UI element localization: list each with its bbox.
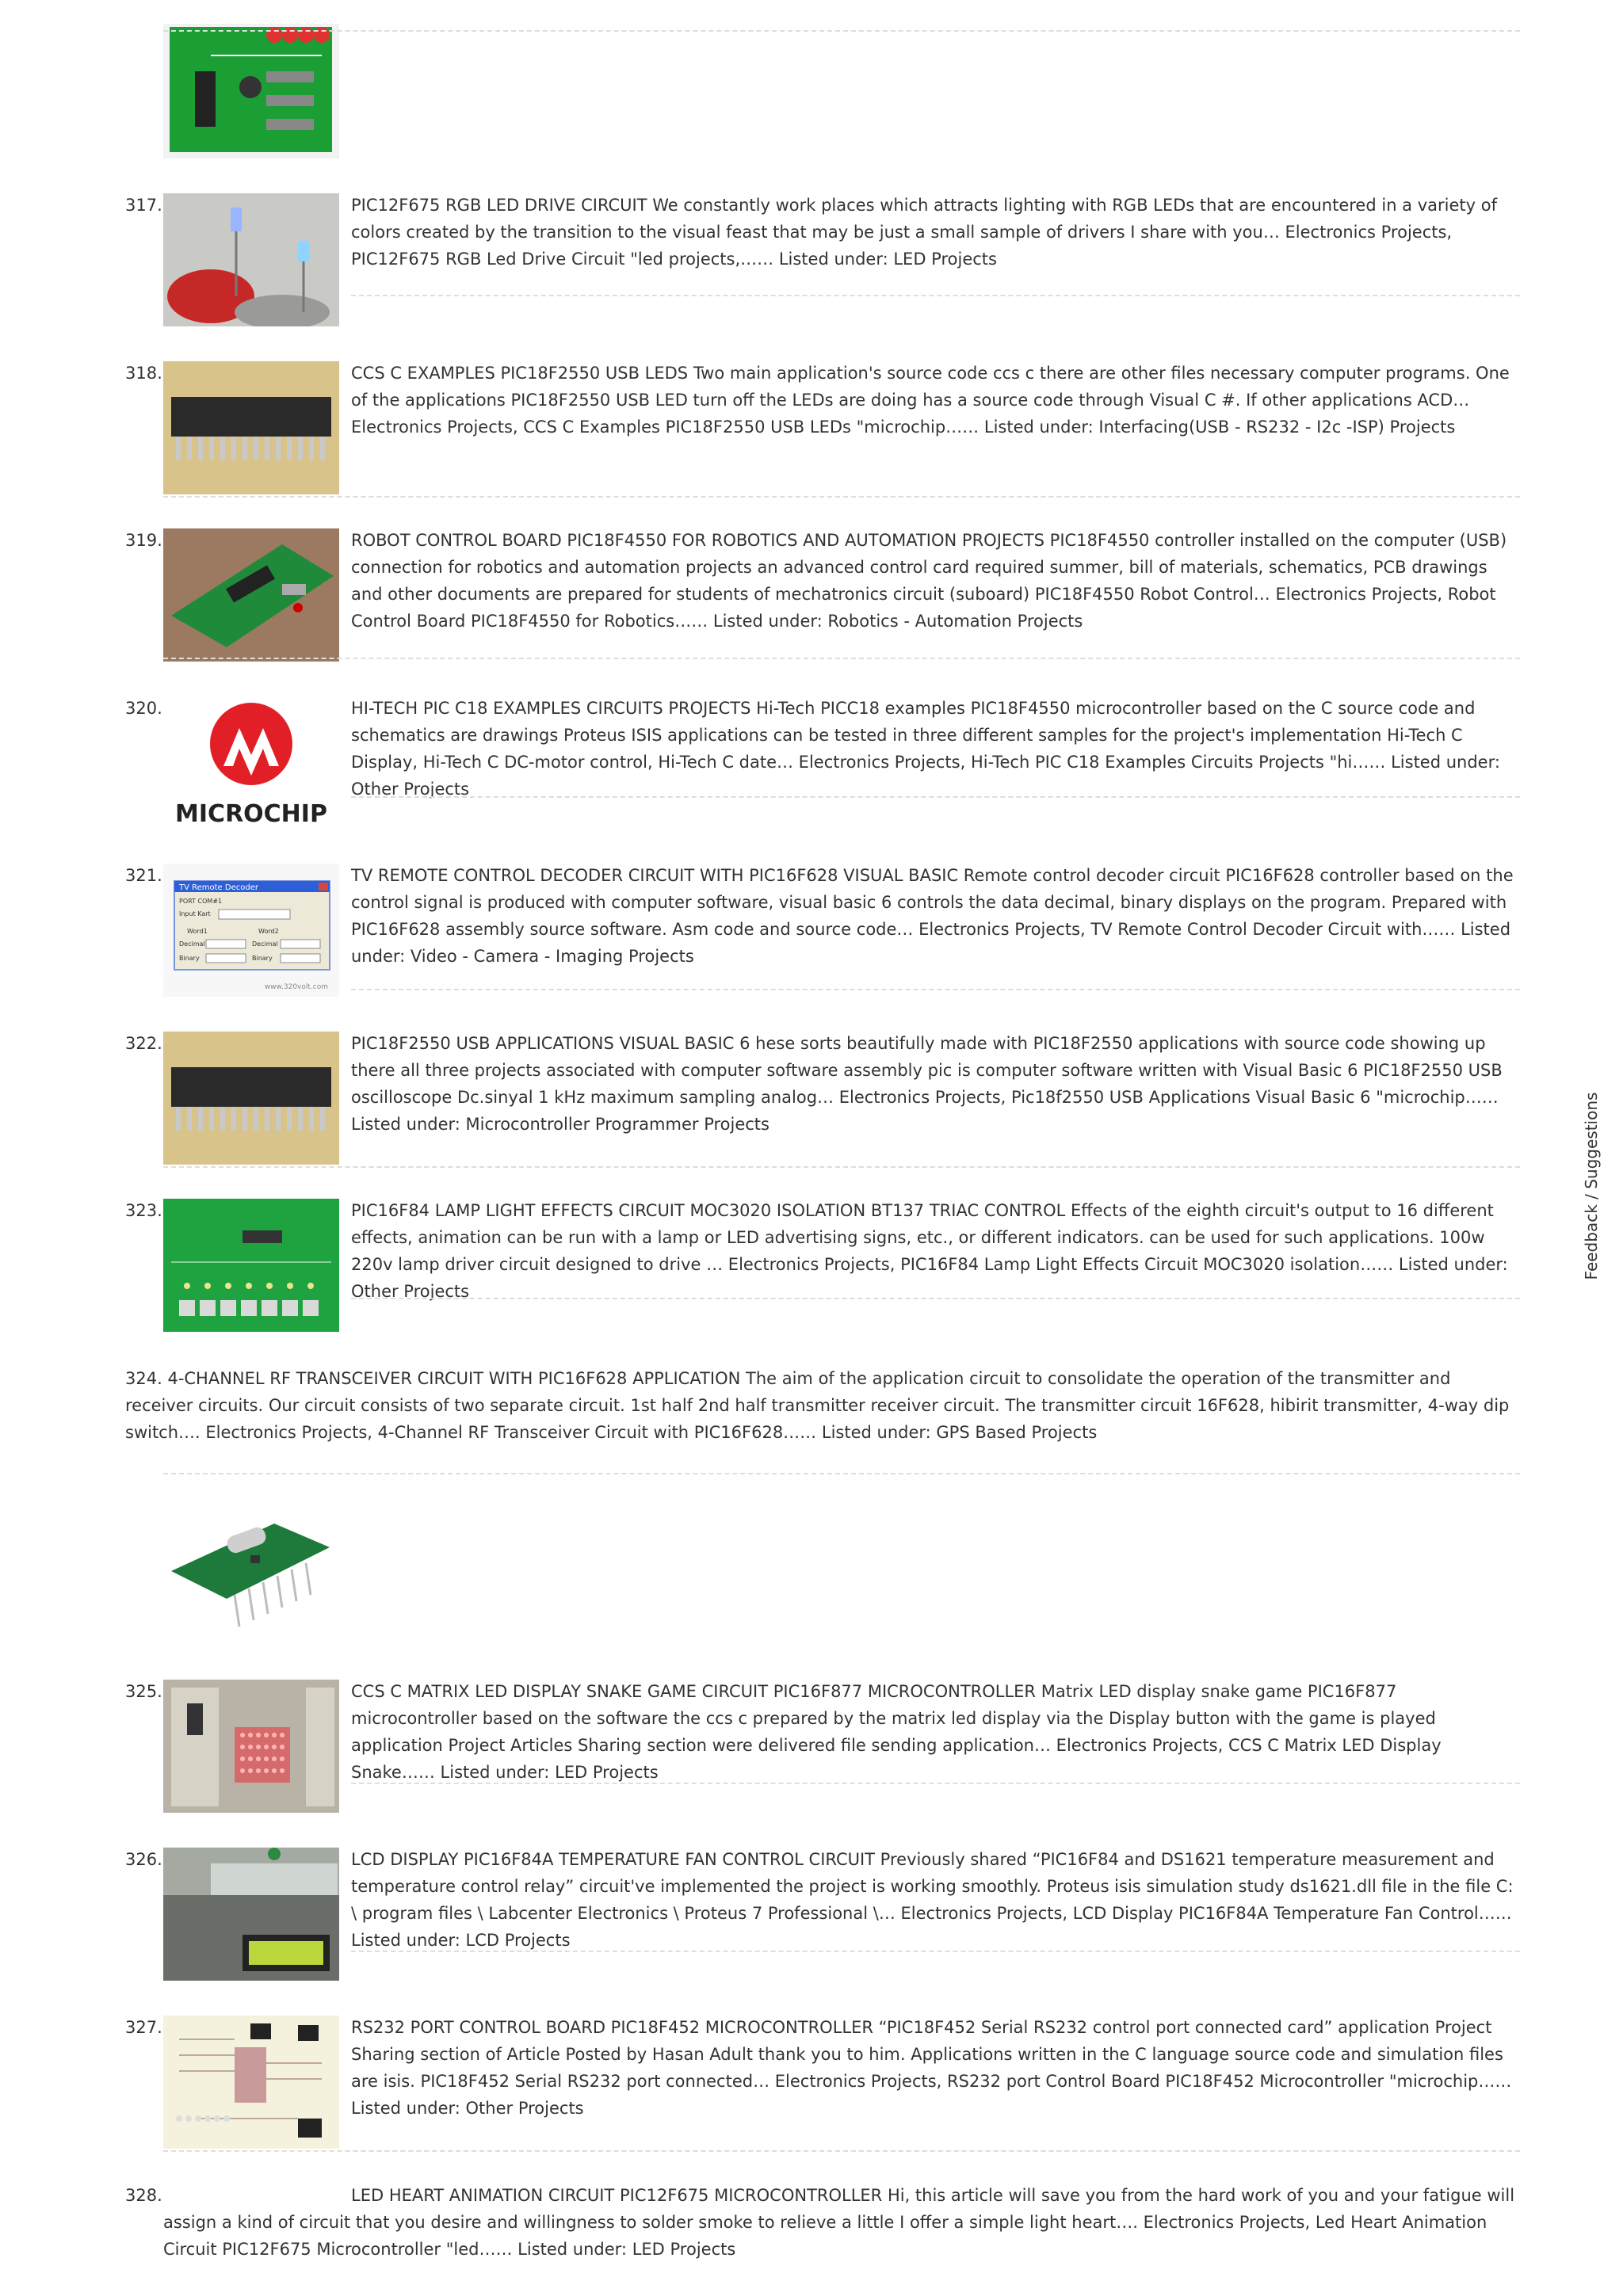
item-divider — [163, 1166, 1520, 1168]
category-link[interactable]: GPS Based Projects — [936, 1423, 1098, 1442]
svg-text:Word1: Word1 — [187, 928, 208, 935]
svg-text:Input Kart: Input Kart — [179, 910, 211, 917]
item-divider — [163, 496, 1520, 498]
item-description: PIC18F2550 USB APPLICATIONS VISUAL BASIC 6 hese sorts beautifully made with PIC18F2550 applications with source code showing up there all three projects associated with computer software assembly pic is computer software written with Visual Basic 6 PIC18F2550 USB oscilloscope Dc.sinyal 1 kHz maximum sampling analog… Electronics Projects, Pic18f2550 USB Applications Visual Basic 6 "microchip…… Listed under: Microcontroller Programmer Projects — [351, 1034, 1503, 1134]
rs232-schematic-thumbnail[interactable] — [163, 2016, 339, 2149]
pcb-led-board-thumbnail[interactable] — [163, 24, 339, 158]
item-description: CCS C MATRIX LED DISPLAY SNAKE GAME CIRCUIT PIC16F877 MICROCONTROLLER Matrix LED display snake game PIC16F877 microcontroller based on the software the ccs c prepared by the matrix led display via the Display button with the game is played application Project Articles Sharing section were delivered file sending application… Electronics Projects, CCS C Matrix LED Display Snake…… Listed under: LED Projects — [351, 1682, 1442, 1782]
rf-module-thumbnail[interactable] — [163, 1500, 339, 1634]
item-description: LCD DISPLAY PIC16F84A TEMPERATURE FAN CONTROL CIRCUIT Previously shared “PIC16F84 and DS1621 temperature measurement and temperature control relay” circuit've implemented the project is working smoothly. Proteus isis simulation study ds1621.dll file in the file C: \ program files \ Labcenter Electronics \ Proteus 7 Professional \… Electronics Projects, LCD Display PIC16F84A Temperature Fan Control…… Listed under: LCD Projects — [351, 1850, 1514, 1950]
category-link[interactable]: LED Projects — [555, 1763, 659, 1782]
lcd-fan-control-thumbnail[interactable] — [163, 1848, 339, 1981]
category-link[interactable]: Robotics - Automation Projects — [827, 612, 1083, 631]
lamp-effects-pcb-thumbnail[interactable] — [163, 1199, 339, 1332]
category-link[interactable]: Other Projects — [351, 1282, 470, 1301]
item-divider — [163, 30, 1520, 32]
item-description: LED HEART ANIMATION CIRCUIT PIC12F675 MICROCONTROLLER Hi, this article will save you from the hard work of you and your fatigue will assign a kind of circuit that you desire and willingness to solder smoke to relieve a little I offer a simple light heart…. Electronics Projects, Led Heart Animation Circuit PIC12F675 Microcontroller "led…… Listed under: LED Projects — [163, 2186, 1515, 2259]
feedback-suggestions-tab[interactable]: Feedback / Suggestions — [1582, 1092, 1601, 1280]
item-number: 325. — [125, 1682, 162, 1701]
item-number: 323. — [125, 1201, 162, 1220]
item-description: RS232 PORT CONTROL BOARD PIC18F452 MICROCONTROLLER “PIC18F452 Serial RS232 control port connected card” application Project Sharing section of Article Posted by Hasan Adult thank you to him. Applications written in the C language source code and simulation files are isis. PIC18F452 Serial RS232 port connected… Electronics Projects, RS232 port Control Board PIC18F452 Microcontroller "microchip…… Listed under: Other Projects — [351, 2018, 1512, 2118]
item-number: 317. — [125, 196, 162, 215]
svg-text:Decimal: Decimal — [179, 940, 205, 948]
item-divider — [351, 989, 1520, 990]
item-description: PIC12F675 RGB LED DRIVE CIRCUIT We constantly work places which attracts lighting with RGB LEDs that are encountered in a variety of colors created by the transition to the visual feast that may be just a small sample of drivers I share with you… Electronics Projects, PIC12F675 RGB Led Drive Circuit "led projects,…… Listed under: LED Projects — [351, 196, 1497, 269]
item-description: HI-TECH PIC C18 EXAMPLES CIRCUITS PROJECTS Hi-Tech PICC18 examples PIC18F4550 microcontroller based on the C source code and schematics are drawings Proteus ISIS applications can be tested in three different samples for the project's implementation Hi-Tech C Display, Hi-Tech C DC-motor control, Hi-Tech C date… Electronics Projects, Hi-Tech PIC C18 Examples Circuits Projects "hi…… Listed under: Other Projects — [351, 699, 1500, 799]
item-number: 324. — [125, 1369, 162, 1388]
item-divider — [351, 1783, 1520, 1784]
svg-text:Decimal: Decimal — [252, 940, 278, 948]
chip-thumbnail[interactable] — [163, 1032, 339, 1165]
category-link[interactable]: LED Projects — [893, 250, 997, 269]
item-number: 322. — [125, 1034, 162, 1053]
item-divider — [351, 1951, 1520, 1952]
tv-decoder-software-thumbnail[interactable] — [163, 864, 339, 997]
item-number: 327. — [125, 2018, 162, 2037]
category-link[interactable]: Video - Camera - Imaging Projects — [410, 947, 694, 966]
item-description: TV REMOTE CONTROL DECODER CIRCUIT WITH PIC16F628 VISUAL BASIC Remote control decoder circuit PIC16F628 controller based on the control signal is produced with computer software, visual basic 6 controls the data decimal, binary displays on the program. Prepared with PIC16F628 assembly source software. Asm code and source code… Electronics Projects, TV Remote Control Decoder Circuit with…… Listed under: Video - Camera - Imaging Projects — [351, 866, 1514, 966]
item-number: 328. — [125, 2186, 162, 2205]
item-divider — [163, 2150, 1520, 2152]
matrix-led-thumbnail[interactable] — [163, 1680, 339, 1813]
item-description: ROBOT CONTROL BOARD PIC18F4550 FOR ROBOTICS AND AUTOMATION PROJECTS PIC18F4550 controller installed on the computer (USB) connection for robotics and automation projects an advanced control card required summer, bill of materials, schematics, PCB drawings and other documents are prepared for students of mechatronics circuit (suboard) PIC18F4550 Robot Control… Electronics Projects, Robot Control Board PIC18F4550 for Robotics…… Listed under: Robotics - Automation Projects — [351, 531, 1507, 631]
rgb-led-thumbnail[interactable] — [163, 193, 339, 326]
category-link[interactable]: LCD Projects — [465, 1931, 571, 1950]
svg-text:Binary: Binary — [179, 955, 200, 962]
category-link[interactable]: Other Projects — [351, 780, 470, 799]
microchip-wordmark: MICROCHIP — [175, 800, 327, 828]
item-divider — [163, 658, 1520, 659]
item-description: PIC16F84 LAMP LIGHT EFFECTS CIRCUIT MOC3020 ISOLATION BT137 TRIAC CONTROL Effects of the eighth circuit's output to 16 different effects, animation can be run with a lamp or LED advertising signs, etc., or different indicators. can be used for such applications. 100w 220v lamp driver circuit designed to drive … Electronics Projects, PIC16F84 Lamp Light Effects Circuit MOC3020 isolation…… Listed under: Other Projects — [351, 1201, 1508, 1301]
item-divider — [163, 1473, 1520, 1474]
item-divider — [351, 796, 1520, 798]
category-link[interactable]: Microcontroller Programmer Projects — [465, 1115, 769, 1134]
item-divider — [351, 1298, 1520, 1299]
svg-text:PORT COM#1: PORT COM#1 — [179, 898, 223, 905]
item-number: 319. — [125, 531, 162, 550]
item-number: 320. — [125, 699, 162, 718]
robot-board-thumbnail[interactable] — [163, 528, 339, 662]
category-link[interactable]: Other Projects — [465, 2099, 584, 2118]
microchip-logo[interactable] — [163, 696, 339, 830]
category-link[interactable]: LED Projects — [632, 2240, 736, 2259]
chip-thumbnail[interactable] — [163, 361, 339, 494]
item-description: 324. 4-CHANNEL RF TRANSCEIVER CIRCUIT WITH PIC16F628 APPLICATION The aim of the application circuit to consolidate the operation of the transmitter and receiver circuits. Our circuit consists of two separate circuit. 1st half 2nd half transmitter receiver circuit. The transmitter circuit 16F628, hibirit transmitter, 4-way dip switch…. Electronics Projects, 4-Channel RF Transceiver Circuit with PIC16F628…… Listed under: GPS Based Projects — [125, 1369, 1510, 1442]
svg-text:Word2: Word2 — [258, 928, 279, 935]
svg-text:www.320volt.com: www.320volt.com — [264, 983, 328, 991]
svg-text:Binary: Binary — [252, 955, 273, 962]
item-description: CCS C EXAMPLES PIC18F2550 USB LEDS Two main application's source code ccs c there are other files necessary computer programs. One of the applications PIC18F2550 USB LED turn off the LEDs are doing has a source code through Visual C #. If other applications ACD… Electronics Projects, CCS C Examples PIC18F2550 USB LEDs "microchip…… Listed under: Interfacing(USB - RS232 - I2c -ISP) Projects — [351, 364, 1510, 437]
category-link[interactable]: Interfacing(USB - RS232 - I2c -ISP) Projects — [1098, 418, 1456, 437]
item-number: 326. — [125, 1850, 162, 1869]
svg-text:TV Remote Decoder: TV Remote Decoder — [179, 883, 258, 892]
item-number: 321. — [125, 866, 162, 885]
item-number: 318. — [125, 364, 162, 383]
item-divider — [351, 295, 1520, 296]
